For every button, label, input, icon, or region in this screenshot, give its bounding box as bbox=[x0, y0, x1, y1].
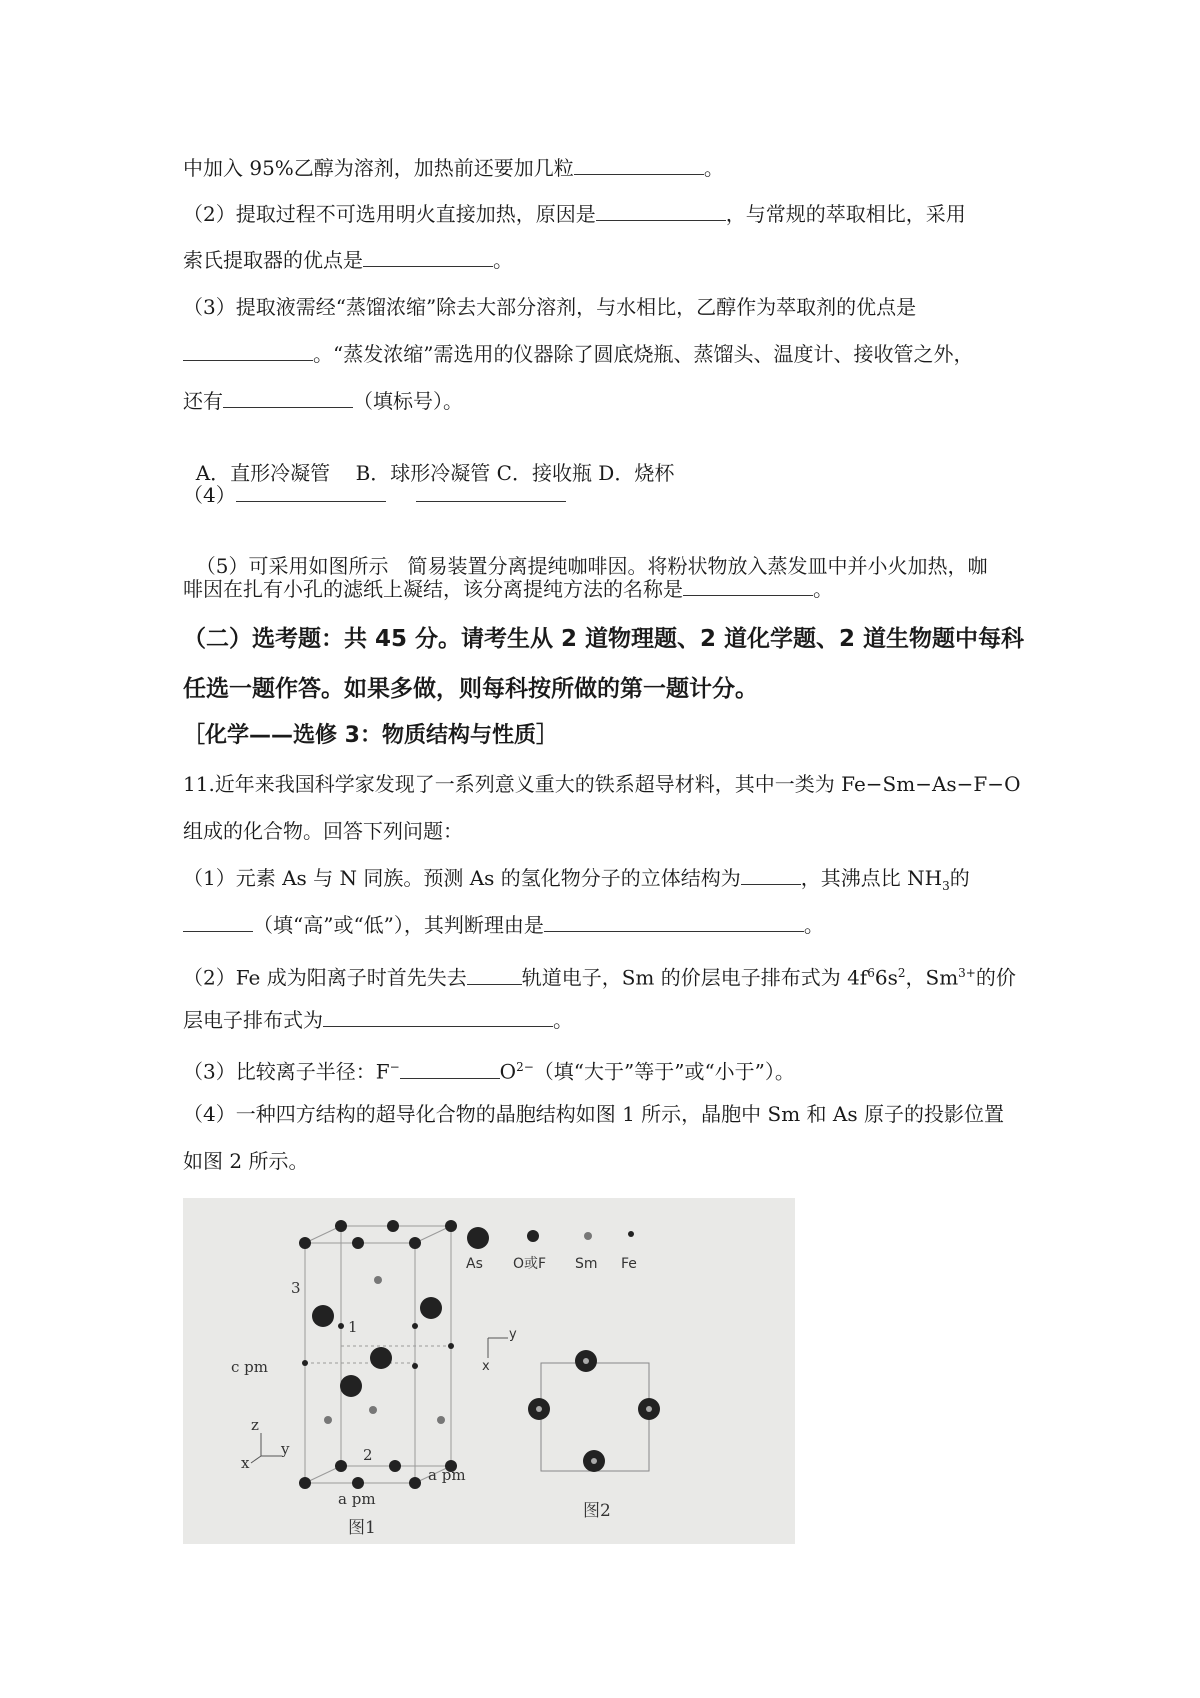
legend bbox=[466, 1227, 637, 1272]
legend-fe-marker bbox=[628, 1231, 634, 1237]
question-11-sub1-line2: （填“高”或“低”），其判断理由是 。 bbox=[183, 913, 824, 937]
question-11-sub2-line1: （2）Fe 成为阳离子时首先失去 轨道电子，Sm 的价层电子排布式为 $4f^66s^2$，$Sm^{3+}$的价 bbox=[183, 965, 1016, 990]
axis2-y-label: y bbox=[509, 1327, 517, 1342]
legend-as: As bbox=[466, 1256, 483, 1272]
atom-fe bbox=[412, 1323, 418, 1329]
crystal-structure-svg bbox=[183, 1198, 795, 1544]
projection-figure-2 bbox=[482, 1327, 660, 1472]
atom-as bbox=[420, 1297, 442, 1319]
atom-fe bbox=[448, 1343, 454, 1349]
axis-x-label: x bbox=[241, 1454, 250, 1472]
legend-as-marker bbox=[467, 1227, 489, 1249]
section-heading-line1: （二）选考题：共 45 分。请考生从 2 道物理题、2 道化学题、2 道生物题中每科 bbox=[183, 626, 1025, 652]
answer-blank[interactable] bbox=[400, 1060, 500, 1079]
c-pm-label: c pm bbox=[231, 1358, 268, 1376]
atom-as bbox=[340, 1375, 362, 1397]
atom-o-f bbox=[352, 1477, 364, 1489]
atom-as bbox=[312, 1305, 334, 1327]
atoms bbox=[299, 1220, 457, 1489]
answer-blank[interactable] bbox=[363, 248, 493, 267]
label-3: 3 bbox=[291, 1279, 301, 1297]
answer-blank[interactable] bbox=[544, 913, 804, 932]
answer-blank[interactable] bbox=[323, 1008, 553, 1027]
labels bbox=[231, 1279, 611, 1538]
question-11-line1: 11.近年来我国科学家发现了一系列意义重大的铁系超导材料，其中一类为 Fe−Sm−As−F−O bbox=[183, 772, 1021, 796]
projection-sm bbox=[591, 1458, 597, 1464]
atom-fe bbox=[338, 1323, 344, 1329]
answer-blank[interactable] bbox=[236, 483, 386, 502]
section-title: ［化学——选修 3：物质结构与性质］ bbox=[183, 723, 558, 748]
answer-blank[interactable] bbox=[741, 866, 801, 885]
axis-z-label: z bbox=[251, 1416, 259, 1434]
a-pm-right-label: a pm bbox=[428, 1466, 466, 1484]
question-3-line3: 还有 （填标号）。 bbox=[183, 389, 463, 413]
axis2-x-label: x bbox=[482, 1359, 490, 1374]
paragraph-line: 中加入 95%乙醇为溶剂，加热前还要加几粒 。 bbox=[183, 156, 724, 180]
answer-blank[interactable] bbox=[223, 389, 353, 408]
legend-of-marker bbox=[527, 1230, 539, 1242]
atom-o-f bbox=[352, 1237, 364, 1249]
question-2-line1: （2）提取过程不可选用明火直接加热，原因是 ，与常规的萃取相比，采用 bbox=[183, 202, 966, 226]
atom-o-f bbox=[299, 1237, 311, 1249]
atom-o-f bbox=[387, 1220, 399, 1232]
legend-fe: Fe bbox=[621, 1256, 637, 1272]
answer-blank[interactable] bbox=[416, 483, 566, 502]
question-11-sub1-line1: （1）元素 As 与 N 同族。预测 As 的氢化物分子的立体结构为 ，其沸点比 $NH_3$的 bbox=[183, 866, 970, 893]
question-2-line2: 索氏提取器的优点是 。 bbox=[183, 248, 513, 272]
atom-sm bbox=[374, 1276, 382, 1284]
atom-o-f bbox=[335, 1220, 347, 1232]
question-3-line2: 。“蒸发浓缩”需选用的仪器除了圆底烧瓶、蒸馏头、温度计、接收管之外， bbox=[183, 342, 973, 366]
answer-blank[interactable] bbox=[183, 913, 253, 932]
projection-sm bbox=[583, 1358, 589, 1364]
axes-fig1 bbox=[251, 1433, 281, 1463]
legend-o-f: O或F bbox=[513, 1256, 547, 1272]
text: 中加入 95%乙醇为溶剂，加热前还要加几粒 bbox=[183, 156, 574, 180]
question-3-line1: （3）提取液需经“蒸馏浓缩”除去大部分溶剂，与水相比，乙醇作为萃取剂的优点是 bbox=[183, 295, 917, 319]
answer-blank[interactable] bbox=[596, 202, 726, 221]
a-pm-bottom-label: a pm bbox=[338, 1490, 376, 1508]
question-5-line1: （5）可采用如图所示 简易装置分离提纯咖啡因。将粉状物放入蒸发皿中并小火加热，咖 bbox=[195, 554, 988, 578]
projection-sm bbox=[536, 1406, 542, 1412]
atom-o-f bbox=[389, 1460, 401, 1472]
question-11-sub3-line: （3）比较离子半径：F− $O^{2-}$（填“大于”等于”或“小于”）。 bbox=[183, 1059, 795, 1084]
label-2: 2 bbox=[363, 1446, 373, 1464]
question-11-sub4-line1: （4）一种四方结构的超导化合物的晶胞结构如图 1 所示，晶胞中 Sm 和 As 原子的投影位置 bbox=[183, 1102, 1004, 1126]
crystal-structure-figure bbox=[183, 1198, 795, 1544]
question-11-sub2-line2: 层电子排布式为 。 bbox=[183, 1008, 573, 1032]
label-1: 1 bbox=[348, 1318, 358, 1336]
atom-sm bbox=[324, 1416, 332, 1424]
legend-sm: Sm bbox=[575, 1256, 598, 1272]
answer-blank[interactable] bbox=[467, 966, 522, 985]
atom-o-f bbox=[409, 1477, 421, 1489]
atom-as bbox=[370, 1347, 392, 1369]
question-4-line: （4） bbox=[183, 483, 566, 507]
answer-blank[interactable] bbox=[183, 342, 313, 361]
atom-sm bbox=[437, 1416, 445, 1424]
atom-o-f bbox=[335, 1460, 347, 1472]
question-3-options: A．直形冷凝管 B．球形冷凝管 C．接收瓶 D．烧杯 bbox=[195, 461, 675, 485]
fig2-caption: 图2 bbox=[583, 1501, 611, 1521]
axis-y-label: y bbox=[281, 1440, 290, 1458]
atom-o-f bbox=[299, 1477, 311, 1489]
question-11-sub4-line2: 如图 2 所示。 bbox=[183, 1149, 309, 1173]
atom-o-f bbox=[409, 1237, 421, 1249]
question-11-line2: 组成的化合物。回答下列问题： bbox=[183, 819, 463, 843]
projection-sm bbox=[646, 1406, 652, 1412]
answer-blank[interactable] bbox=[574, 156, 704, 175]
question-5-line2: 啡因在扎有小孔的滤纸上凝结，该分离提纯方法的名称是 。 bbox=[183, 577, 833, 601]
answer-blank[interactable] bbox=[683, 577, 813, 596]
fig1-caption: 图1 bbox=[348, 1518, 376, 1538]
legend-sm-marker bbox=[584, 1232, 592, 1240]
atom-sm bbox=[369, 1406, 377, 1414]
section-heading-line2: 任选一题作答。如果多做，则每科按所做的第一题计分。 bbox=[183, 676, 758, 702]
atom-o-f bbox=[445, 1220, 457, 1232]
atom-fe bbox=[412, 1363, 418, 1369]
atom-fe bbox=[302, 1360, 308, 1366]
